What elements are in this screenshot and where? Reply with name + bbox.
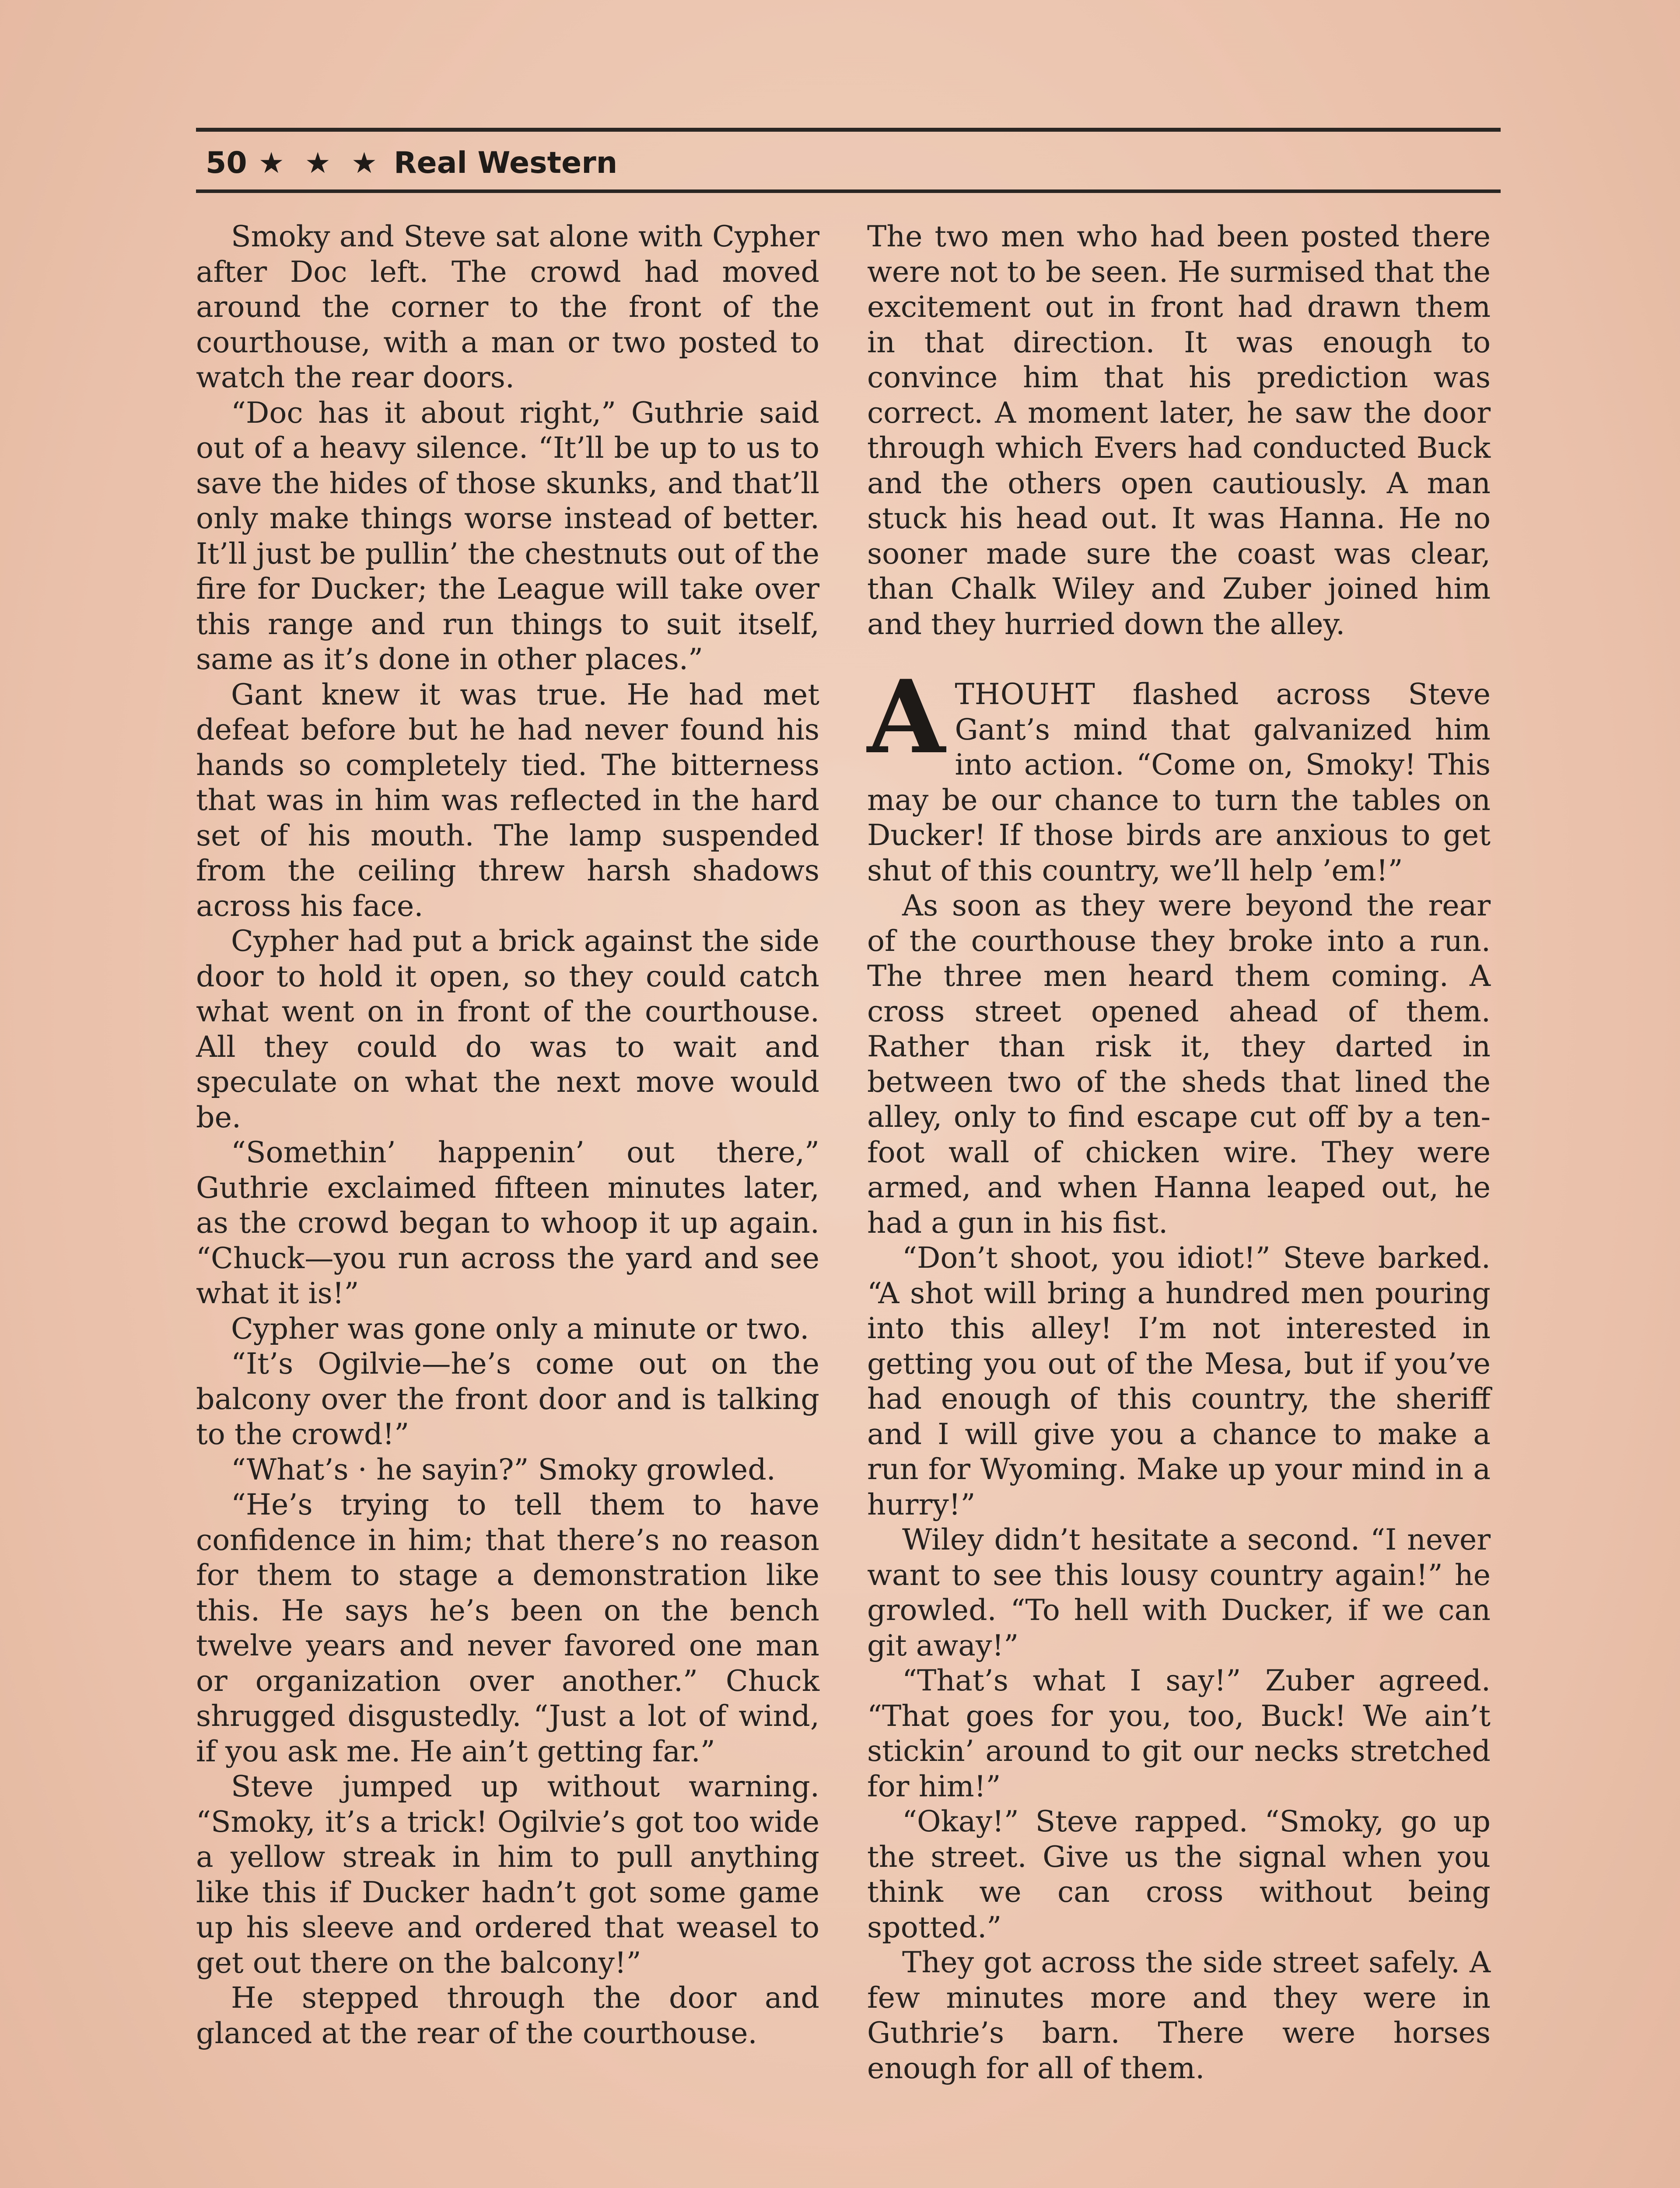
section-first-word: THOUHT bbox=[955, 677, 1096, 711]
header-bottom-rule bbox=[196, 189, 1501, 193]
paragraph: Wiley didn’t hesitate a second. “I never want to see this lousy country again!” he growled. “To hell with Ducker, if we can git away!” bbox=[867, 1522, 1491, 1662]
paragraph: Gant knew it was true. He had met defeat before but he had never found his hands so completely tied. The bitterness that was in him was reflected in the hard set of his mouth. The lamp suspended from the ceiling threw harsh shadows across his face. bbox=[196, 677, 819, 923]
paragraph: Cypher was gone only a minute or two. bbox=[231, 1311, 809, 1346]
star-ornament: ★ ★ ★ bbox=[258, 146, 383, 180]
paragraph: “He’s trying to tell them to have confidence in him; that there’s no reason for them to stage a demonstration like this. He says he’s been on the bench twelve years and never favored one man or organization over another.” Chuck shrugged disgustedly. “Just a lot of wind, if you ask me. He ain’t getting far.” bbox=[196, 1487, 819, 1768]
paragraph: Steve jumped up without warning. “Smoky, it’s a trick! Ogilvie’s got too wide a yellow streak in him to pull anything like this if Ducker hadn’t got some game up his sleeve and ordered that weasel to get out there on the balcony!” bbox=[196, 1769, 819, 1980]
paragraph: “Okay!” Steve rapped. “Smoky, go up the street. Give us the signal when you think we can cross without being spotted.” bbox=[867, 1804, 1491, 1944]
paragraph: “That’s what I say!” Zuber agreed. “That goes for you, too, Buck! We ain’t stickin’ around to git our necks stretched for him!” bbox=[867, 1663, 1491, 1803]
paragraph: He stepped through the door and glanced at the rear of the courthouse. bbox=[196, 1981, 819, 2050]
paragraph: “What’s · he sayin?” Smoky growled. bbox=[231, 1452, 776, 1487]
header-top-rule bbox=[196, 128, 1501, 132]
paragraph: Cypher had put a brick against the side door to hold it open, so they could catch what went on in front of the courthouse. All they could do was to wait and speculate on what the next move would be. bbox=[196, 924, 819, 1134]
paragraph: The two men who had been posted there were not to be seen. He surmised that the excitement out in front had drawn them in that direction. It was enough to convince him that his prediction was correct. A moment later, he saw the door through which Evers had conducted Buck and the others open cautiously. A man stuck his head out. It was Hanna. He no sooner made sure the coast was clear, than Chalk Wiley and Zuber joined him and they hurried down the alley. bbox=[867, 219, 1491, 641]
right-column bbox=[867, 219, 1491, 2086]
paragraph: “Somethin’ happenin’ out there,” Guthrie exclaimed fifteen minutes later, as the crowd began to whoop it up again. “Chuck—you run across the yard and see what it is!” bbox=[196, 1135, 819, 1310]
paragraph: “Don’t shoot, you idiot!” Steve barked. “A shot will bring a hundred men pouring into this alley! I’m not interested in getting you out of the Mesa, but if you’ve had enough of this country, the sheriff and I will give you a chance to make a run for Wyoming. Make up your mind in a hurry!” bbox=[867, 1241, 1491, 1522]
section-opening-paragraph bbox=[867, 658, 1491, 888]
section-first-text: flashed across Steve Gant’s mind that galvanized him into action. “Come on, Smoky! This may be our chance to turn the tables on Ducker! If those birds are anxious to get shut of this country, we’ll help ’em!” bbox=[867, 677, 1491, 887]
running-header bbox=[206, 141, 617, 185]
magazine-title: Real Western bbox=[394, 145, 618, 180]
drop-cap: A bbox=[867, 658, 945, 776]
paragraph: As soon as they were beyond the rear of the courthouse they broke into a run. The three men heard them coming. A cross street opened ahead of them. Rather than risk it, they darted in between two of the sheds that lined the alley, only to find escape cut off by a ten-foot wall of chicken wire. They were armed, and when Hanna leaped out, he had a gun in his fist. bbox=[867, 888, 1491, 1240]
paragraph: “It’s Ogilvie—he’s come out on the balcony over the front door and is talking to the crowd!” bbox=[196, 1346, 819, 1451]
paragraph: Smoky and Steve sat alone with Cypher after Doc left. The crowd had moved around the corner to the front of the courthouse, with a man or two posted to watch the rear doors. bbox=[196, 219, 819, 394]
left-column bbox=[196, 219, 819, 2051]
paragraph: “Doc has it about right,” Guthrie said out of a heavy silence. “It’ll be up to us to save the hides of those skunks, and that’ll only make things worse instead of better. It’ll just be pullin’ the chestnuts out of the fire for Ducker; the League will take over this range and run things to suit itself, same as it’s done in other places.” bbox=[196, 395, 819, 676]
page-number: 50 bbox=[206, 145, 247, 180]
paragraph: They got across the side street safely. A few minutes more and they were in Guthrie’s barn. There were horses enough for all of them. bbox=[867, 1945, 1491, 2085]
